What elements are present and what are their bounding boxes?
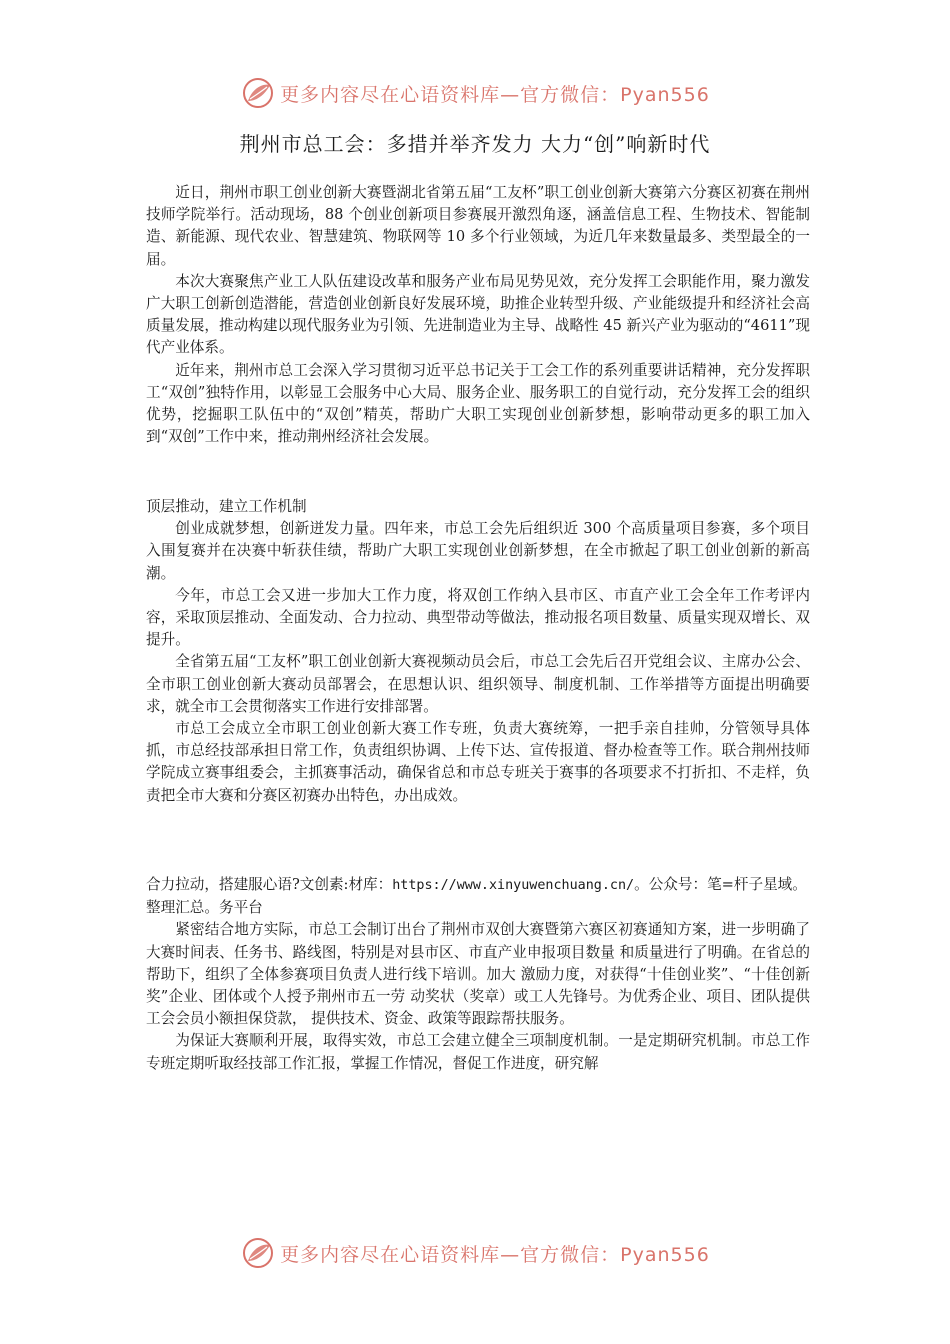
section-top-level-push xyxy=(146,496,810,807)
paragraph: 近日，荆州市职工创业创新大赛暨湖北省第五届“工友杯”职工创业创新大赛第六分赛区初赛在荆州技师学院举行。活动现场，88 个创业创新项目参赛展开激烈角逐，涵盖信息工程、生物技术、智能制造、新能源、现代农业、智慧建筑、物联网等 10 多个行业领域，为近几年来数量最多、类型最全的一届。 xyxy=(146,184,810,268)
paragraph: 全省第五届“工友杯”职工创业创新大赛视频动员会后，市总工会先后召开党组会议、主席办公会、全市职工创业创新大赛动员部署会，在思想认识、组织领导、制度机制、工作举措等方面提出明确要求，就全市工会贯彻落实工作进行安排部署。 xyxy=(146,653,810,715)
document-title: 荆州市总工会：多措并举齐发力 大力“创”响新时代 xyxy=(239,132,711,156)
heading-part: 。公众号：笔=杆子星域。整理汇总。务平台 xyxy=(146,876,807,917)
section-intro xyxy=(146,182,810,448)
paragraph: 本次大赛聚焦产业工人队伍建设改革和服务产业布局见势见效，充分发挥工会职能作用，聚力激发广大职工创新创造潜能，营造创业创新良好发展环境，助推企业转型升级、产业能级提升和经济社会高质量发展，推动构建以现代服务业为引领、先进制造业为主导、战略性 45 新兴产业为驱动的“4611”现代产业体系。 xyxy=(146,272,810,357)
watermark-footer xyxy=(0,1233,950,1273)
paragraph: 今年，市总工会又进一步加大工作力度，将双创工作纳入县市区、市直产业工会全年工作考评内容，采取顶层推动、全面发动、合力拉动、典型带动等做法，推动报名项目数量、质量实现双增长、双提升。 xyxy=(146,586,810,649)
section-heading xyxy=(146,874,810,919)
paragraph: 创业成就梦想，创新迸发力量。四年来，市总工会先后组织近 300 个高质量项目参赛，多个项目入围复赛并在决赛中斩获佳绩，帮助广大职工实现创业创新梦想，在全市掀起了职工创业创新的新高潮。 xyxy=(146,520,810,582)
paragraph: 近年来，荆州市总工会深入学习贯彻习近平总书记关于工会工作的系列重要讲话精神，充分发挥职工“双创”独特作用，以彰显工会服务中心大局、服务企业、服务职工的自觉行动，充分发挥工会的组织优势，挖掘职工队伍中的“双创”精英，帮助广大职工实现创业创新梦想，影响带动更多的职工加入到“双创”工作中来，推动荆州经济社会发展。 xyxy=(146,361,810,446)
paragraph: 为保证大赛顺利开展，取得实效，市总工会建立健全三项制度机制。一是定期研究机制。市总工作专班定期听取经技部工作汇报，掌握工作情况，督促工作进度，研究解 xyxy=(146,1032,810,1072)
paragraph: 紧密结合地方实际，市总工会制订出台了荆州市双创大赛暨第六赛区初赛通知方案，进一步明确了大赛时间表、任务书、路线图，特别是对县市区、市直产业申报项目数量 和质量进行了明确。在省总的帮助下，组织了全体参赛项目负责人进行线下培训。加大 激励力度，对获得“十佳创业奖”、“十佳创新奖”企业、团体或个人授予荆州市五一劳 动奖状（奖章）或工人先锋号。为优秀企业、项目、团队提供工会会员小额担保贷款， 提供技术、资金、政策等跟踪帮扶服务。 xyxy=(146,921,810,1028)
section-heading: 顶层推动，建立工作机制 xyxy=(146,498,307,515)
leaf-circle-logo-icon xyxy=(240,75,276,111)
section-joint-effort xyxy=(146,874,810,1075)
watermark-header xyxy=(0,73,950,113)
watermark-text: 更多内容尽在心语资料库—官方微信：Pyan556 xyxy=(280,83,710,106)
leaf-circle-logo-icon xyxy=(240,1235,276,1271)
paragraph: 市总工会成立全市职工创业创新大赛工作专班，负责大赛统筹，一把手亲自挂帅，分管领导具体抓，市总经技部承担日常工作，负责组织协调、上传下达、宣传报道、督办检查等工作。联合荆州技师学院成立赛事组委会，主抓赛事活动，确保省总和市总专班关于赛事的各项要求不打折扣、不走样，负责把全市大赛和分赛区初赛办出特色，办出成效。 xyxy=(146,720,810,804)
heading-part: 合力拉动，搭建服心语?文创素:材库： xyxy=(146,876,393,893)
watermark-text: 更多内容尽在心语资料库—官方微信：Pyan556 xyxy=(280,1243,710,1266)
heading-url: https://www.xinyuwenchuang.cn/ xyxy=(392,878,635,893)
